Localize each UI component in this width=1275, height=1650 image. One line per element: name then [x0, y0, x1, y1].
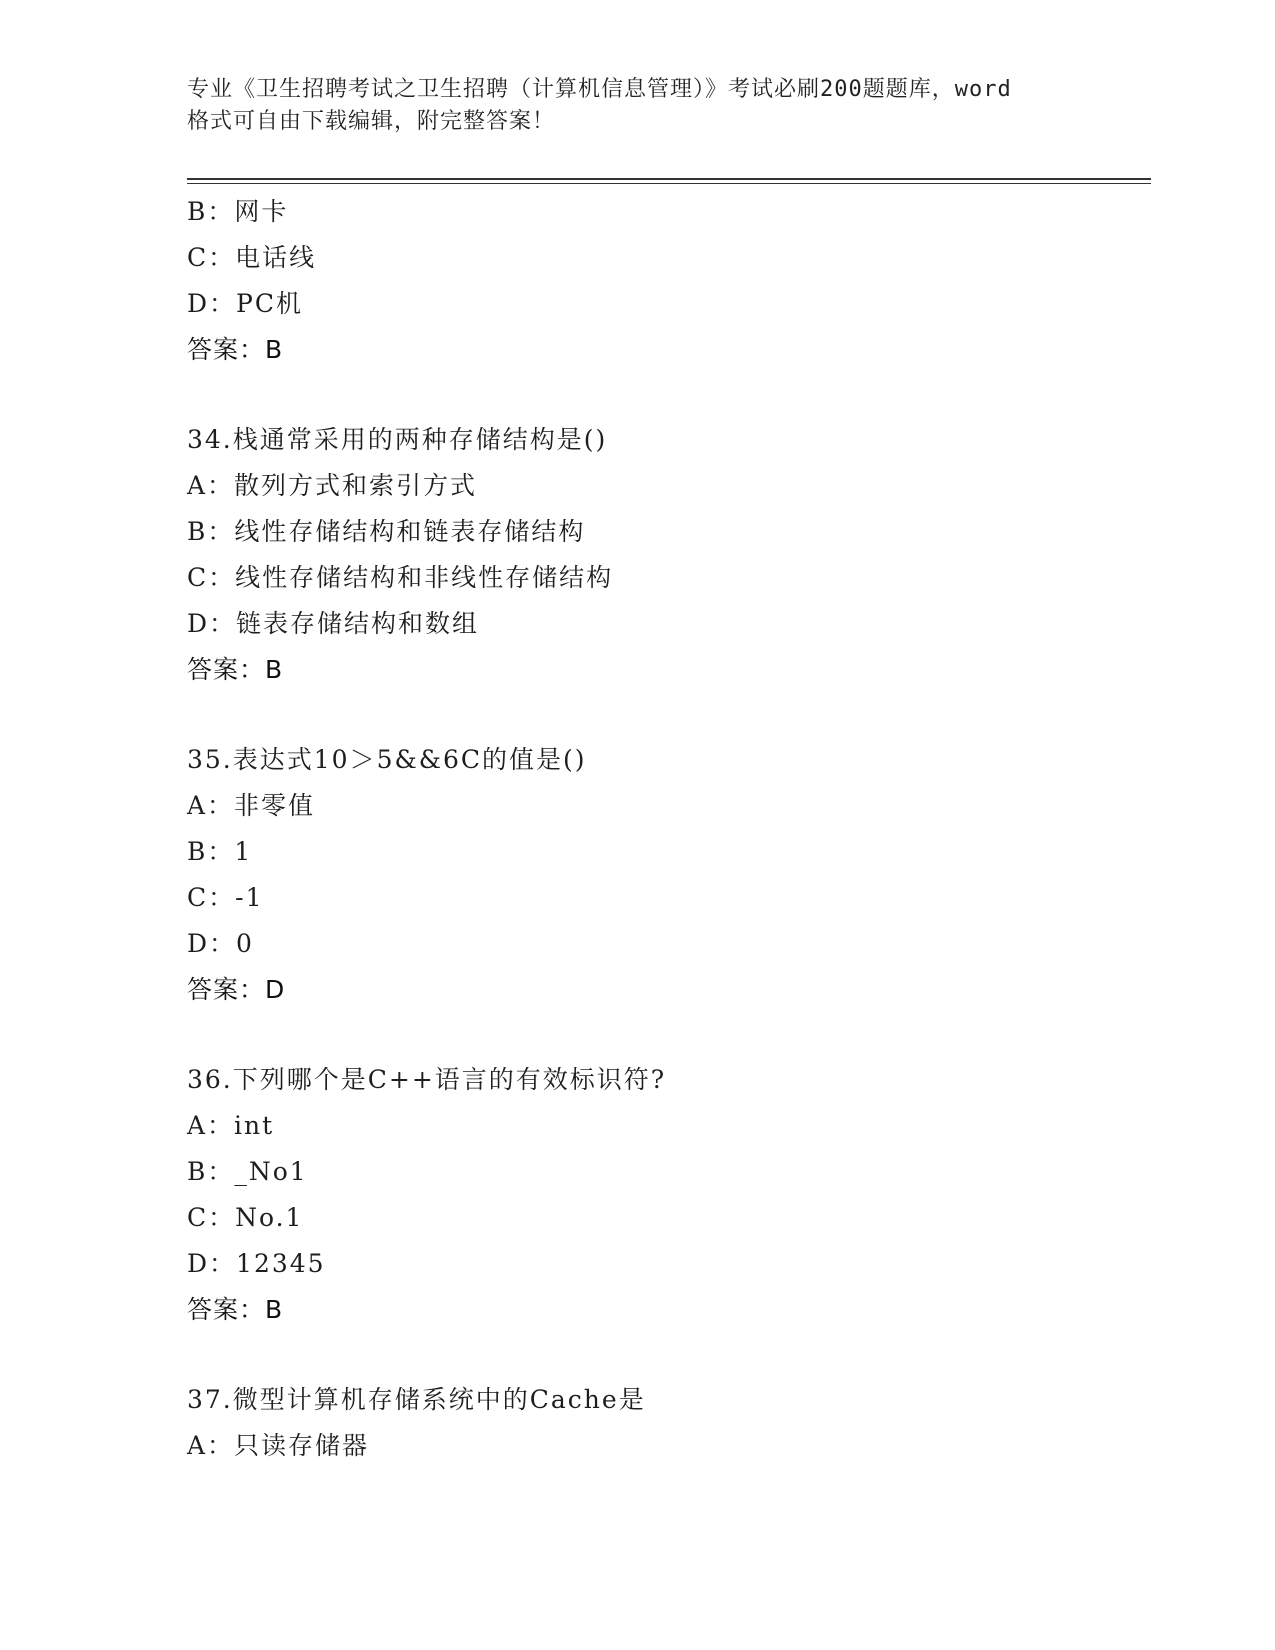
- option-d: D：0: [187, 929, 254, 958]
- option-b: B：线性存储结构和链表存储结构: [187, 517, 586, 546]
- option-a: A：int: [187, 1111, 275, 1140]
- option-a: A：非零值: [187, 791, 316, 820]
- answer-line: 答案：B: [187, 1295, 284, 1324]
- spacer: [187, 1333, 1151, 1377]
- option-a: A：散列方式和索引方式: [187, 471, 478, 500]
- spacer: [187, 1013, 1151, 1057]
- question-33-continued: [187, 189, 1151, 373]
- question-stem: 36.下列哪个是C++语言的有效标识符?: [187, 1065, 667, 1094]
- header-divider-thin: [187, 183, 1151, 184]
- header-divider-thick: [187, 178, 1151, 180]
- question-36: [187, 1057, 1151, 1333]
- header-line-2: 格式可自由下载编辑，附完整答案！: [187, 109, 556, 134]
- option-c: C：No.1: [187, 1203, 304, 1232]
- answer-line: 答案：B: [187, 335, 284, 364]
- question-stem: 35.表达式10＞5&&6C的值是(): [187, 745, 587, 774]
- answer-line: 答案：D: [187, 975, 286, 1004]
- question-34: [187, 417, 1151, 693]
- option-b: B：_No1: [187, 1157, 308, 1186]
- option-c: C：-1: [187, 883, 264, 912]
- answer-line: 答案：B: [187, 655, 284, 684]
- question-list: [187, 189, 1151, 1469]
- question-35: [187, 737, 1151, 1013]
- header-line-1: 专业《卫生招聘考试之卫生招聘（计算机信息管理）》考试必刷200题题库，word: [187, 77, 1012, 102]
- option-b: B：1: [187, 837, 253, 866]
- option-d: D：链表存储结构和数组: [187, 609, 480, 638]
- question-stem: 34.栈通常采用的两种存储结构是(): [187, 425, 608, 454]
- option-d: D：PC机: [187, 289, 303, 318]
- option-b: B：网卡: [187, 197, 289, 226]
- option-c: C：电话线: [187, 243, 317, 272]
- option-a: A：只读存储器: [187, 1431, 370, 1460]
- page-header: [187, 74, 1087, 138]
- option-c: C：线性存储结构和非线性存储结构: [187, 563, 614, 592]
- question-37: [187, 1377, 1151, 1469]
- spacer: [187, 373, 1151, 417]
- spacer: [187, 693, 1151, 737]
- question-stem: 37.微型计算机存储系统中的Cache是: [187, 1385, 646, 1414]
- option-d: D：12345: [187, 1249, 326, 1278]
